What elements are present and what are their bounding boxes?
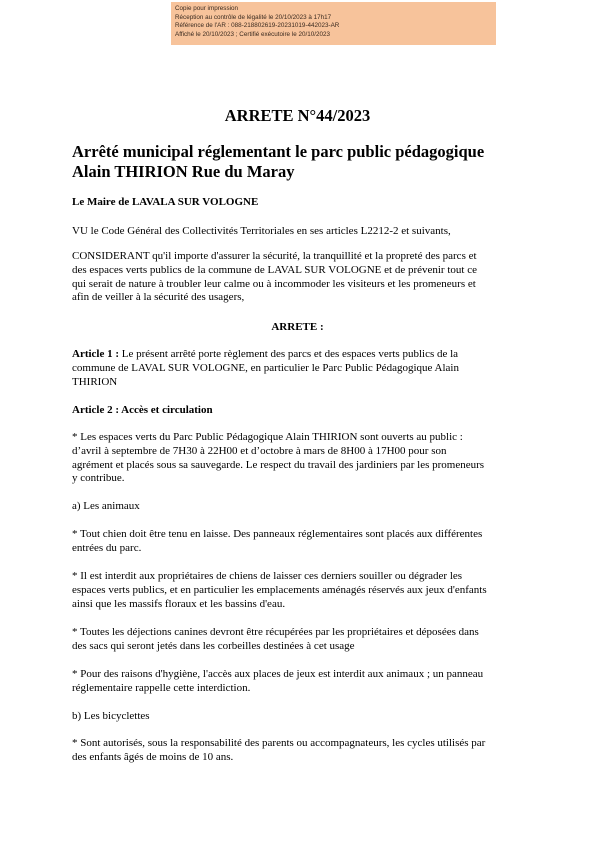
maire-heading: Le Maire de LAVALA SUR VOLOGNE bbox=[72, 196, 259, 208]
text-line bbox=[72, 348, 526, 362]
article-1-text: Le présent arrêté porte règlement des parcs et des espaces verts publics de la bbox=[119, 348, 459, 360]
section-b-heading: b) Les bicyclettes bbox=[72, 710, 150, 722]
text-line: * Sont autorisés, sous la responsabilité des parents ou accompagnateurs, les cycles utilisés par bbox=[72, 737, 486, 749]
text-line: des enfants âgés de moins de 10 ans. bbox=[72, 750, 234, 763]
text-line: des espaces verts publics de la commune de LAVAL SUR VOLOGNE et de prévenir tout ce bbox=[72, 263, 477, 276]
text-line: commune de LAVAL SUR VOLOGNE, en particulier le Parc Public Pédagogique Alain bbox=[72, 361, 459, 374]
section-a-paragraph-3 bbox=[72, 626, 526, 654]
text-line: y contribue. bbox=[72, 472, 125, 485]
text-line: * Les espaces verts du Parc Public Pédagogique Alain THIRION sont ouverts au public : bbox=[72, 431, 463, 443]
stamp-line: Réception au contrôle de légalité le 20/10/2023 à 17h17 bbox=[175, 13, 332, 21]
text-line: THIRION bbox=[72, 375, 118, 388]
subtitle-line: Arrêté municipal réglementant le parc public pédagogique bbox=[72, 142, 485, 161]
section-b-paragraph-1 bbox=[72, 737, 526, 765]
section-a-heading: a) Les animaux bbox=[72, 500, 140, 512]
text-line: afin de veiller à la sécurité des usagers, bbox=[72, 291, 245, 304]
text-line: CONSIDERANT qu'il importe d'assurer la sécurité, la tranquillité et la propreté des parcs et bbox=[72, 250, 477, 262]
subtitle-line: Alain THIRION Rue du Maray bbox=[72, 162, 295, 181]
section-a-paragraph-2 bbox=[72, 570, 526, 611]
text-line: des sacs qui seront jetés dans les corbeilles destinées à cet usage bbox=[72, 639, 355, 652]
text-line: réglementaire rappelle cette interdiction. bbox=[72, 681, 251, 694]
text-line: entrées du parc. bbox=[72, 541, 142, 554]
section-a-paragraph-1 bbox=[72, 528, 526, 556]
text-line: * Tout chien doit être tenu en laisse. Des panneaux réglementaires sont placés aux différentes bbox=[72, 528, 483, 540]
considerant-paragraph bbox=[72, 250, 526, 305]
text-line: * Il est interdit aux propriétaires de chiens de laisser ces derniers souiller ou dégrader les bbox=[72, 570, 463, 582]
stamp-line: Copie pour impression bbox=[175, 5, 238, 12]
document-title: ARRETE N°44/2023 bbox=[224, 106, 371, 125]
text-line: * Pour des raisons d'hygiène, l'accès aux places de jeux est interdit aux animaux ; un panneau bbox=[72, 668, 484, 680]
section-a-paragraph-4 bbox=[72, 668, 526, 696]
article-2-paragraph-1 bbox=[72, 431, 526, 486]
legality-stamp bbox=[171, 2, 496, 45]
text-line: espaces verts publics, et en particulier les emplacements aménagés réservés aux jeux d'enfants bbox=[72, 583, 487, 596]
text-line: qui serait de nature à troubler leur calme ou à incommoder les visiteurs et les promeneurs et bbox=[72, 277, 476, 290]
article-2-heading: Article 2 : Accès et circulation bbox=[72, 404, 213, 416]
text-line: ainsi que les massifs floraux et les bassins d'eau. bbox=[72, 597, 286, 610]
stamp-line: Affiché le 20/10/2023 ; Certifié exécutoire le 20/10/2023 bbox=[175, 30, 330, 38]
vu-paragraph: VU le Code Général des Collectivités Territoriales en ses articles L2212-2 et suivants, bbox=[72, 225, 451, 237]
arrete-heading: ARRETE : bbox=[271, 321, 324, 333]
text-line: * Toutes les déjections canines devront être récupérées par les propriétaires et déposées dans bbox=[72, 626, 479, 638]
article-1 bbox=[72, 348, 526, 389]
text-line: agrément et placés sous sa sauvegarde. Le respect du travail des jardiniers par les promeneurs bbox=[72, 458, 485, 471]
document-subtitle bbox=[72, 142, 484, 182]
text-line: d’avril à septembre de 7H30 à 22H00 et d’octobre à mars de 8H00 à 17H00 pour son bbox=[72, 444, 447, 457]
stamp-line: Référence de l'AR : 088-218802619-20231019-442023-AR bbox=[175, 22, 340, 30]
article-1-label: Article 1 : bbox=[72, 348, 120, 360]
